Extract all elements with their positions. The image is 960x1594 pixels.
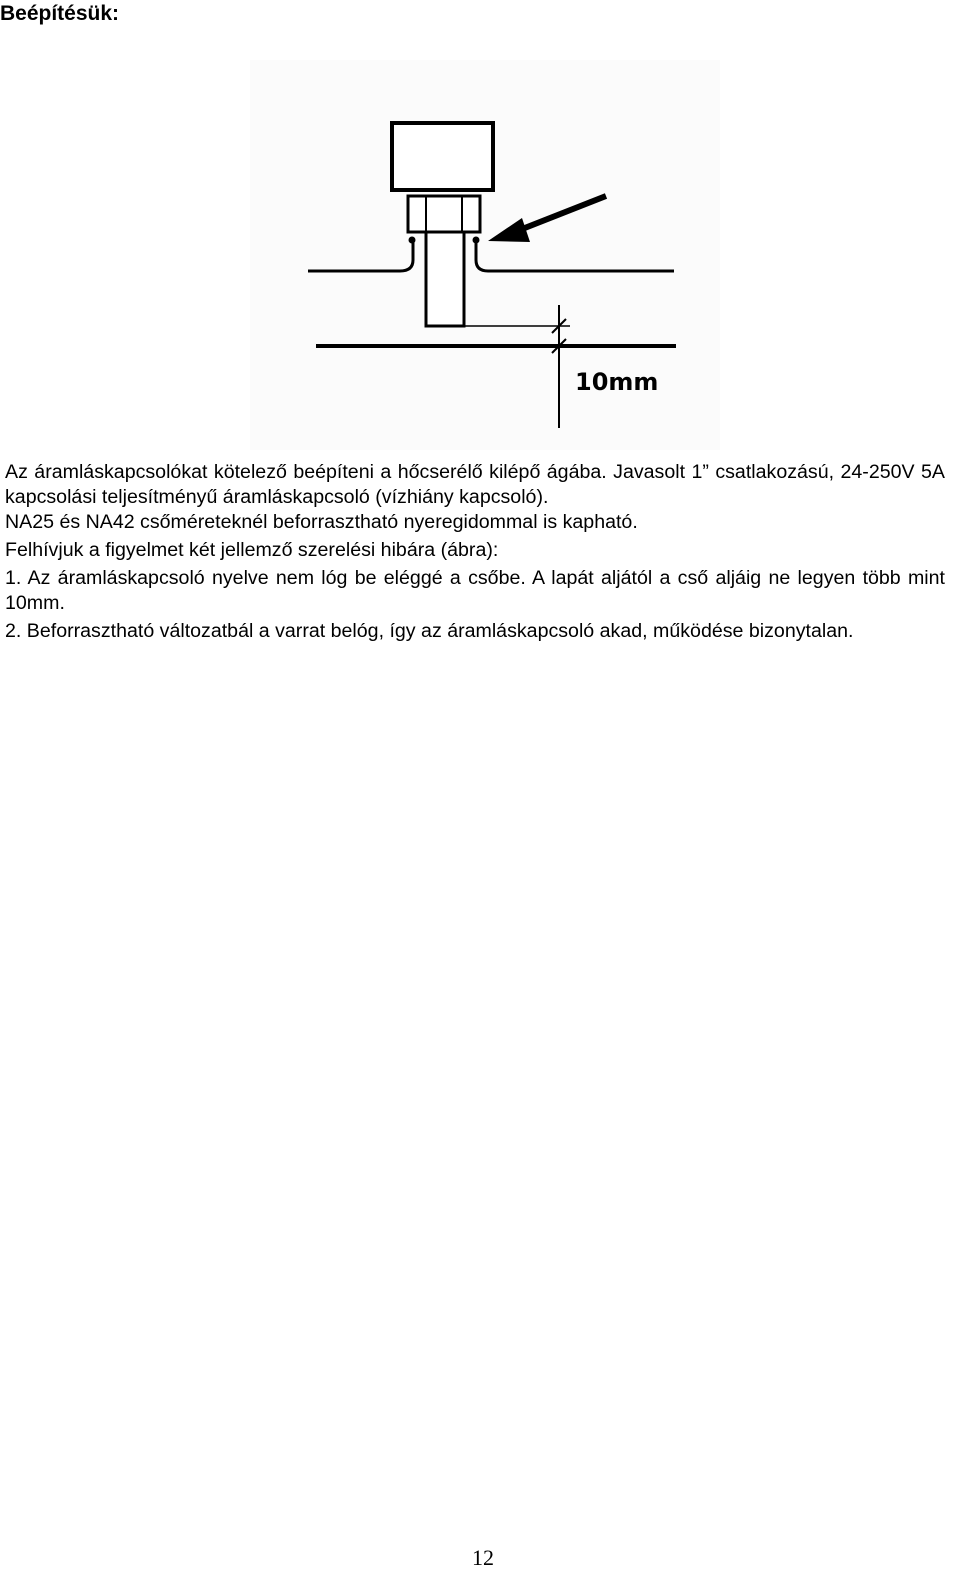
switch-fitting bbox=[408, 196, 480, 232]
dimension-label: 10mm bbox=[575, 368, 659, 396]
weld-dot-right bbox=[473, 237, 480, 244]
page-number: 12 bbox=[472, 1545, 494, 1570]
paragraph-sizes: NA25 és NA42 csőméreteknél beforrasztható nyeregidommal is kapható. bbox=[5, 511, 638, 533]
weld-dot-left bbox=[409, 237, 416, 244]
paragraph-warning: Felhívjuk a figyelmet két jellemző szerelési hibára (ábra): bbox=[5, 539, 499, 561]
list-item-error-1: 1. Az áramláskapcsoló nyelve nem lóg be eléggé a csőbe. A lapát aljától a cső aljáig ne legyen több mint 10mm. bbox=[5, 567, 945, 614]
switch-head bbox=[392, 123, 493, 190]
switch-paddle bbox=[426, 232, 464, 326]
section-heading: Beépítésük: bbox=[0, 2, 120, 25]
paragraph-installation: Az áramláskapcsolókat kötelező beépíteni a hőcserélő kilépő ágába. Javasolt 1” csatlakozású, 24-250V 5A kapcsolási teljesítményű áramláskapcsoló (vízhiány kapcsoló). bbox=[5, 461, 945, 508]
installation-diagram-svg bbox=[250, 60, 720, 450]
installation-diagram bbox=[250, 60, 720, 450]
list-item-error-2: 2. Beforrasztható változatbál a varrat belóg, így az áramláskapcsoló akad, működése bizonytalan. bbox=[5, 620, 854, 642]
body-text bbox=[5, 460, 945, 644]
